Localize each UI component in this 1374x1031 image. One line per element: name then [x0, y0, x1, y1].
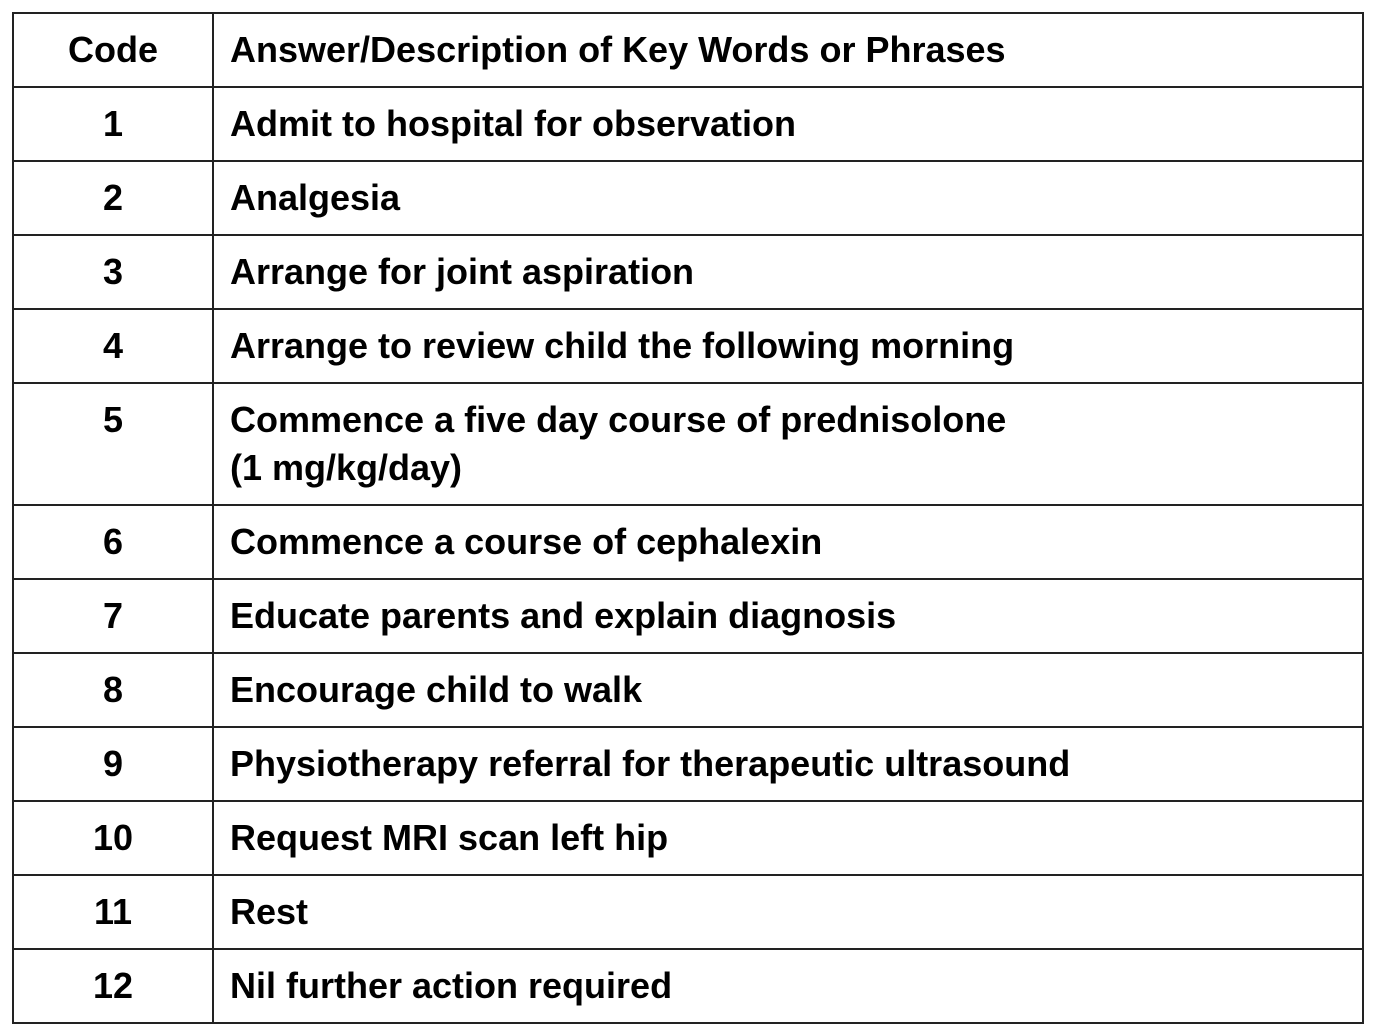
- row-description: [213, 727, 1363, 801]
- row-description-line: Commence a five day course of prednisolone: [230, 399, 1007, 440]
- row-description-line: Arrange to review child the following morning: [230, 325, 1015, 366]
- row-code: 11: [13, 875, 213, 949]
- row-description: [213, 161, 1363, 235]
- row-code: 1: [13, 87, 213, 161]
- row-description-line: Analgesia: [230, 177, 401, 218]
- row-description-line: Encourage child to walk: [230, 669, 643, 710]
- row-description-line: Arrange for joint aspiration: [230, 251, 695, 292]
- table-row: [13, 875, 1363, 949]
- row-description-line: Rest: [230, 891, 309, 932]
- table-row: [13, 579, 1363, 653]
- row-description: [213, 653, 1363, 727]
- code-table: [12, 12, 1364, 1024]
- table-row: [13, 801, 1363, 875]
- row-code: 10: [13, 801, 213, 875]
- row-code: 6: [13, 505, 213, 579]
- row-description-line: Commence a course of cephalexin: [230, 521, 823, 562]
- table-row: [13, 383, 1363, 505]
- table-row: [13, 653, 1363, 727]
- row-description: [213, 875, 1363, 949]
- row-code: 12: [13, 949, 213, 1023]
- row-code: 7: [13, 579, 213, 653]
- row-description-line: Admit to hospital for observation: [230, 103, 797, 144]
- row-code: 8: [13, 653, 213, 727]
- row-description: [213, 309, 1363, 383]
- row-description: [213, 801, 1363, 875]
- row-code: 3: [13, 235, 213, 309]
- table-row: [13, 87, 1363, 161]
- header-code: Code: [13, 13, 213, 87]
- row-code: 4: [13, 309, 213, 383]
- row-description-line: (1 mg/kg/day): [230, 447, 463, 488]
- row-description-line: Nil further action required: [230, 965, 673, 1006]
- table-row: [13, 161, 1363, 235]
- row-description: [213, 87, 1363, 161]
- table-row: [13, 727, 1363, 801]
- row-description: [213, 579, 1363, 653]
- table-row: [13, 505, 1363, 579]
- row-code: 9: [13, 727, 213, 801]
- row-description: [213, 505, 1363, 579]
- table-row: [13, 235, 1363, 309]
- row-description: [213, 383, 1363, 505]
- table-row: [13, 949, 1363, 1023]
- row-description: [213, 949, 1363, 1023]
- row-description-line: Educate parents and explain diagnosis: [230, 595, 897, 636]
- row-code: 5: [13, 383, 213, 505]
- row-description-line: Physiotherapy referral for therapeutic ultrasound: [230, 743, 1071, 784]
- row-description: [213, 235, 1363, 309]
- header-description: Answer/Description of Key Words or Phrases: [213, 13, 1363, 87]
- row-description-line: Request MRI scan left hip: [230, 817, 669, 858]
- row-code: 2: [13, 161, 213, 235]
- table-row: [13, 309, 1363, 383]
- table-header-row: [13, 13, 1363, 87]
